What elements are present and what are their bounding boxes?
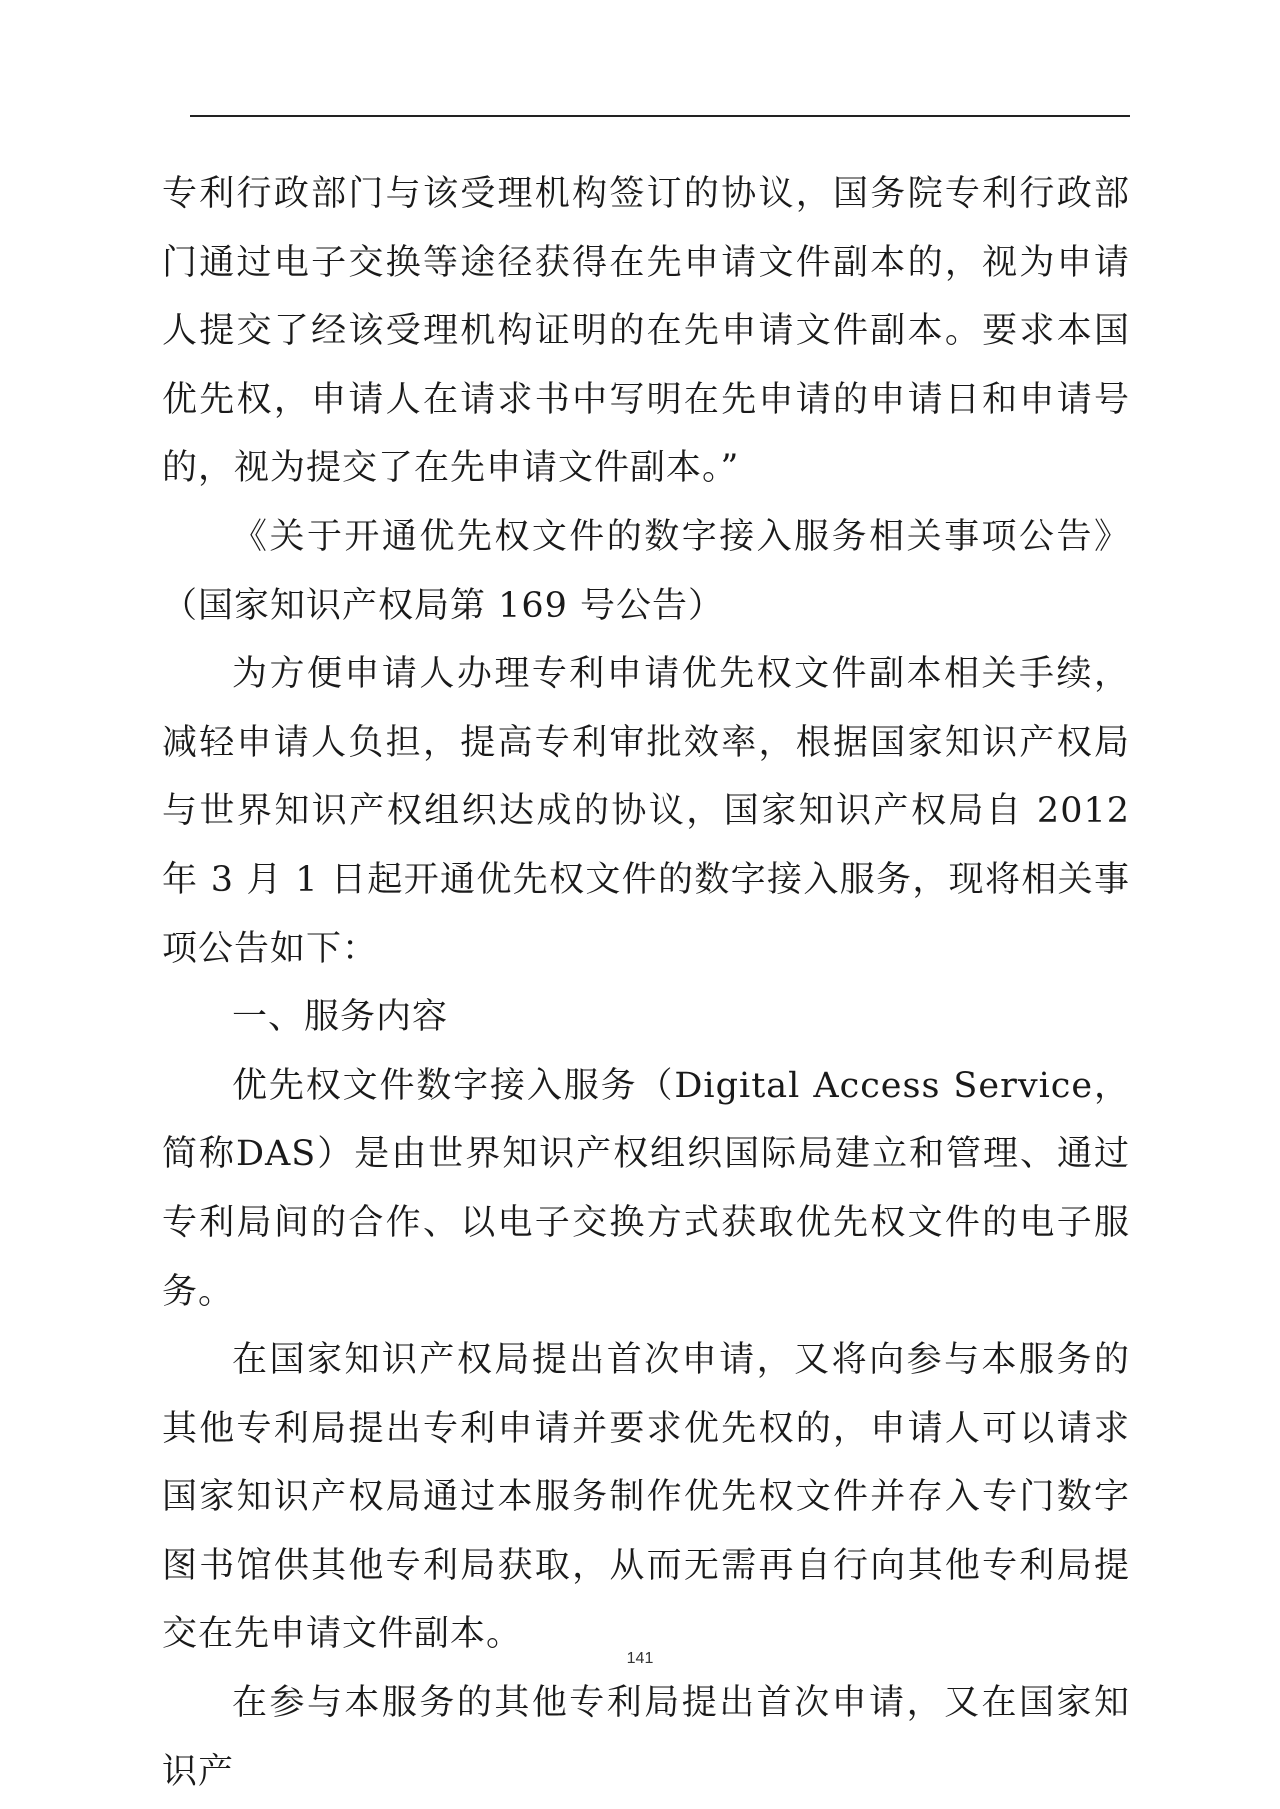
paragraph-first-filing-cnipa: 在国家知识产权局提出首次申请，又将向参与本服务的其他专利局提出专利申请并要求优先权的，申请人可以请求国家知识产权局通过本服务制作优先权文件并存入专门数字图书馆供其他专利局获取，从而无需再自行向其他专利局提交在先申请文件副本。 — [162, 1340, 1130, 1655]
paragraph-first-filing-other: 在参与本服务的其他专利局提出首次申请，又在国家知识产 — [162, 1683, 1130, 1792]
page-number: 141 — [626, 1650, 654, 1667]
body-text — [162, 160, 1130, 1806]
paragraph-das-definition: 优先权文件数字接入服务（Digital Access Service，简称DAS）是由世界知识产权组织国际局建立和管理、通过专利局间的合作、以电子交换方式获取优先权文件的电子服务。 — [162, 1065, 1130, 1312]
section-heading-service-content: 一、服务内容 — [232, 997, 449, 1038]
paragraph-intro: 为方便申请人办理专利申请优先权文件副本相关手续，减轻申请人负担，提高专利审批效率，根据国家知识产权局与世界知识产权组织达成的协议，国家知识产权局自 2012 年 3 月 1 日起开通优先权文件的数字接入服务，现将相关事项公告如下： — [162, 654, 1130, 969]
paragraph-continuation: 专利行政部门与该受理机构签订的协议，国务院专利行政部门通过电子交换等途径获得在先申请文件副本的，视为申请人提交了经该受理机构证明的在先申请文件副本。要求本国优先权，申请人在请求书中写明在先申请的申请日和申请号的，视为提交了在先申请文件副本。” — [162, 174, 1130, 489]
header-rule — [190, 115, 1130, 117]
paragraph-announcement-title: 《关于开通优先权文件的数字接入服务相关事项公告》（国家知识产权局第 169 号公告） — [162, 516, 1130, 626]
